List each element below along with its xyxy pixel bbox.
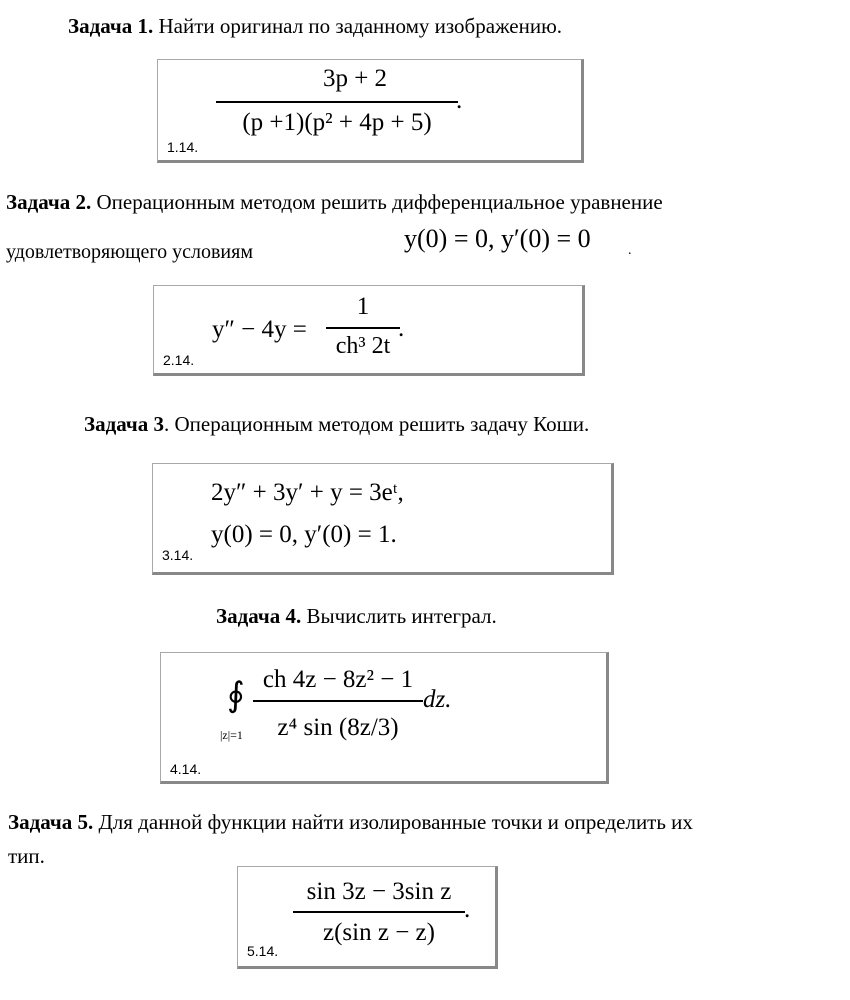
task4-text: Вычислить интеграл.	[301, 604, 497, 628]
task5-formula-box	[237, 866, 498, 969]
task2-conditions-dot: .	[628, 243, 632, 258]
task3-text: . Операционным методом решить задачу Коши.	[163, 412, 590, 436]
task2-fraction-bar	[326, 327, 400, 329]
task1-formula-box	[157, 59, 584, 163]
task4-numerator: ch 4z − 8z² − 1	[262, 666, 414, 693]
task1-title: Задача 1.	[68, 14, 154, 38]
task5-number: 5.14.	[247, 943, 279, 959]
task4-title: Задача 4.	[216, 604, 302, 628]
task4-contour: |z|=1	[220, 728, 243, 742]
task4-tail: dz.	[423, 686, 452, 713]
task5-denominator: z(sin z − z)	[323, 919, 435, 946]
task4-heading	[216, 604, 497, 629]
task1-fraction-bar	[216, 101, 458, 103]
task3-number: 3.14.	[162, 547, 194, 563]
task2-title: Задача 2.	[6, 190, 92, 214]
task4-fraction-bar	[253, 700, 423, 702]
task3-heading	[84, 412, 589, 437]
task4-denominator: z⁴ sin (8z/3)	[277, 714, 399, 741]
task2-numerator: 1	[356, 293, 370, 320]
task2-formula-box	[153, 285, 585, 376]
task1-heading	[68, 14, 562, 39]
task5-text: Для данной функции найти изолированные точки и определить их	[93, 810, 693, 834]
task3-title: Задача 3	[84, 412, 164, 436]
task5-text2: тип.	[8, 844, 45, 868]
task2-number: 2.14.	[163, 352, 195, 368]
task1-numerator: 3p + 2	[322, 65, 388, 92]
task2-text2: удовлетворяющего условиям	[6, 241, 253, 263]
task5-period: .	[464, 896, 471, 923]
task5-heading	[8, 810, 693, 835]
task2-equation-lhs: y″ − 4y =	[212, 316, 307, 343]
task4-formula-box	[160, 652, 609, 784]
contour-integral-icon: ∮	[227, 677, 245, 714]
task2-denominator: ch³ 2t	[335, 333, 391, 359]
task1-denominator: (p +1)(p² + 4p + 5)	[242, 109, 432, 136]
task5-numerator: sin 3z − 3sin z	[306, 878, 452, 905]
task3-formula-box	[152, 463, 614, 575]
task1-text: Найти оригинал по заданному изображению.	[153, 14, 563, 38]
task3-conditions: y(0) = 0, y′(0) = 1.	[211, 521, 397, 548]
task2-text: Операционным методом решить дифференциальное уравнение	[91, 190, 663, 214]
task2-period: .	[398, 315, 405, 342]
task2-conditions: y(0) = 0, y′(0) = 0	[404, 224, 591, 253]
task3-equation: 2y″ + 3y′ + y = 3eᵗ,	[211, 479, 404, 506]
task5-title: Задача 5.	[8, 810, 94, 834]
task5-fraction-bar	[293, 911, 465, 913]
task1-period: .	[456, 87, 463, 114]
task4-number: 4.14.	[170, 761, 202, 777]
task1-number: 1.14.	[167, 139, 199, 155]
task2-heading	[6, 190, 663, 215]
